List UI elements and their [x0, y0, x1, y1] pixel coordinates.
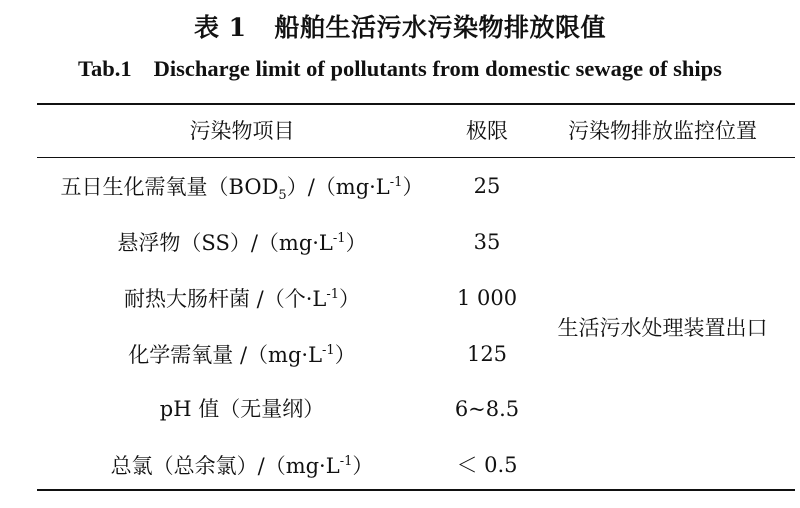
row-item-bod5: 五日生化需氧量$(BOD_5)/(mg\cdot L^{-1})$	[60, 175, 424, 204]
table-caption-chinese: 船舶生活污水污染物排放限值	[274, 13, 607, 42]
table-bottom-rule	[37, 489, 795, 491]
table-number-english: Tab.1	[78, 56, 132, 81]
table-title-english	[0, 56, 800, 82]
row-item-thermotolerant-coliforms: 耐热大肠杆菌 /（个$\cdot L^{-1}$）	[123, 287, 361, 311]
header-monitoring-location: 污染物排放监控位置	[568, 119, 757, 143]
row-item-total-chlorine: 总氯（总余氯）$/(mg\cdot L^{-1})$	[110, 454, 374, 478]
table-caption-english: Discharge limit of pollutants from domestic sewage of ships	[153, 56, 722, 81]
row-limit-suspended-solids: 35	[473, 230, 501, 254]
row-limit-ph: 6~8.5	[454, 397, 520, 421]
row-item-suspended-solids: 悬浮物$(SS)/(mg\cdot L^{-1})$	[117, 231, 367, 255]
row-limit-total-chlorine: ＜ 0.5	[456, 453, 518, 477]
monitoring-location-value: 生活污水处理装置出口	[557, 316, 768, 340]
table-header-rule	[37, 157, 795, 158]
table-number-chinese: 表 1	[193, 13, 247, 42]
row-limit-bod5: 25	[473, 174, 501, 198]
row-limit-thermotolerant-coliforms: 1 000	[456, 286, 518, 310]
row-limit-cod: 125	[466, 342, 508, 366]
table-title-chinese	[0, 8, 800, 44]
header-limit: 极限	[466, 119, 508, 143]
header-pollutant-item: 污染物项目	[189, 119, 295, 143]
row-item-ph: pH 值（无量纲）	[159, 397, 325, 421]
table-top-rule	[37, 103, 795, 105]
row-item-cod: 化学需氧量 $/(mg\cdot L^{-1})$	[128, 343, 356, 367]
